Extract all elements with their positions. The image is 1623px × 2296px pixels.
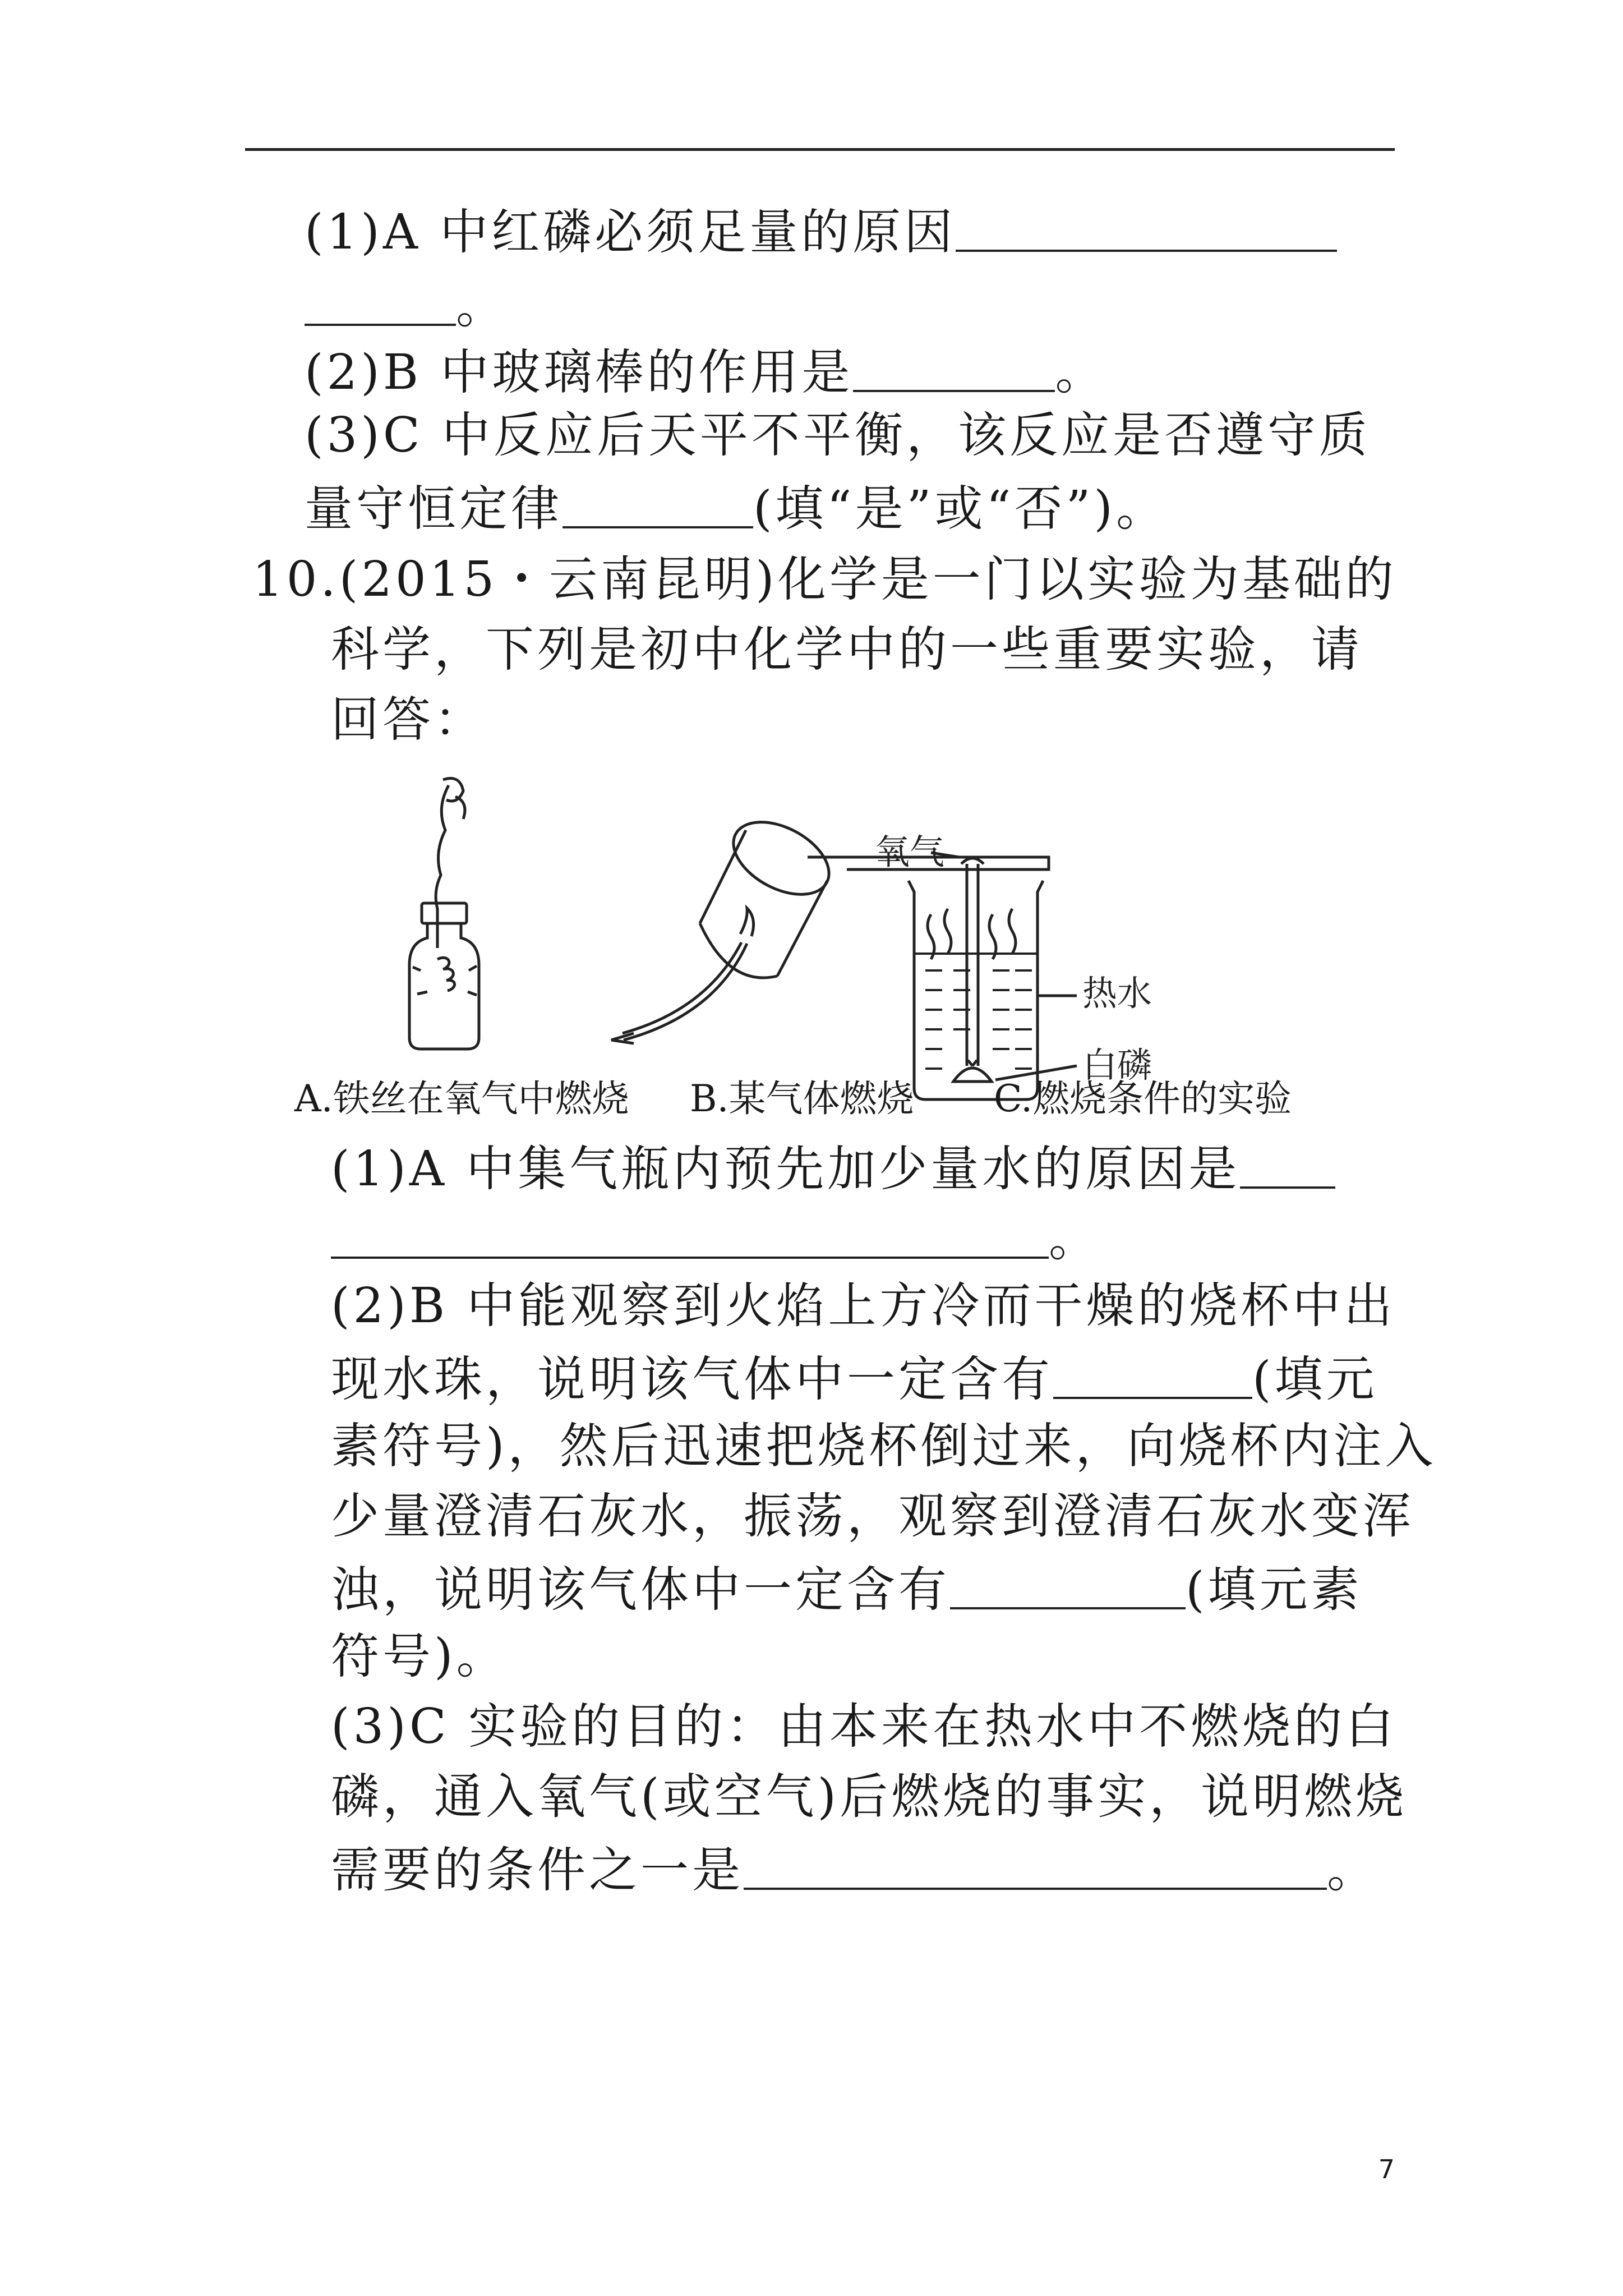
q10-stem-line1: 10.(2015・云南昆明)化学是一门以实验为基础的 (252, 551, 1397, 608)
period: 。 (456, 278, 508, 334)
q10-answer-blank-3[interactable] (950, 1562, 1186, 1609)
q10-part2-hint: (填元 (1252, 1351, 1378, 1407)
q10-part3-line3 (331, 1842, 1378, 1898)
q10-part2-hint-2: (填元素 (1186, 1562, 1363, 1618)
q10-answer-blank-4[interactable] (744, 1843, 1327, 1890)
q10-part1-text: (1)A 中集气瓶内预先加少量水的原因是 (331, 1141, 1241, 1197)
q10-part2-line5 (331, 1562, 1363, 1618)
header-rule (245, 148, 1395, 151)
q9-part3-line1: (3)C 中反应后天平不平衡，该反应是否遵守质 (305, 407, 1371, 463)
q9-part3-line2 (305, 481, 1168, 537)
q9-answer-blank-1[interactable] (956, 205, 1337, 252)
q9-part3-text: 量守恒定律 (305, 481, 562, 537)
q10-part2-line3: 素符号)，然后迅速把烧杯倒过来，向烧杯内注入 (331, 1418, 1437, 1474)
q9-part2-text: (2)B 中玻璃棒的作用是 (305, 344, 854, 401)
combustion-condition-apparatus (808, 853, 1077, 1099)
caption-a: A.铁丝在氧气中燃烧 (294, 1077, 629, 1120)
period: 。 (1055, 344, 1107, 401)
q10-part2-text: 现水珠，说明该气体中一定含有 (331, 1351, 1053, 1407)
q10-stem-line2: 科学，下列是初中化学中的一些重要实验，请 (331, 622, 1363, 678)
label-white-phosphorus: 白磷 (1082, 1045, 1152, 1085)
caption-c: C.燃烧条件的实验 (994, 1077, 1292, 1120)
q10-part2-text-2: 浊，说明该气体中一定含有 (331, 1562, 950, 1618)
q10-answer-blank-2[interactable] (1053, 1352, 1252, 1399)
q10-part2-line6: 符号)。 (331, 1628, 508, 1685)
q10-answer-blank-1[interactable] (1240, 1142, 1335, 1189)
period: 。 (1327, 1842, 1378, 1898)
q9-part1-text: (1)A 中红磷必须足量的原因 (305, 204, 956, 260)
label-hot-water: 热水 (1082, 973, 1152, 1014)
q9-answer-blank-2[interactable] (853, 345, 1055, 392)
caption-b: B.某气体燃烧 (690, 1077, 914, 1120)
q10-stem-line3: 回答： (331, 692, 486, 748)
q9-answer-blank-3[interactable] (562, 481, 753, 528)
q10-answer-blank-1-cont[interactable] (331, 1212, 1049, 1259)
q10-part2-line2 (331, 1351, 1378, 1407)
q10-part2-line4: 少量澄清石灰水，振荡，观察到澄清石灰水变浑 (331, 1488, 1414, 1544)
q10-part3-text: 需要的条件之一是 (331, 1842, 744, 1898)
page-number: 7 (1378, 2154, 1395, 2184)
q10-part1-line2 (331, 1211, 1100, 1267)
q10-part1-line1 (331, 1141, 1335, 1197)
q9-part1-cont (305, 278, 508, 334)
q9-answer-blank-1-cont[interactable] (305, 279, 456, 326)
gas-combustion-apparatus (611, 807, 841, 1043)
period: 。 (1049, 1211, 1100, 1267)
q10-part3-line1: (3)C 实验的目的：由本来在热水中不燃烧的白 (331, 1699, 1397, 1755)
q9-part1 (305, 204, 1337, 260)
iron-wire-apparatus (409, 779, 479, 1050)
q9-part2 (305, 344, 1107, 401)
q10-part3-line2: 磷，通入氧气(或空气)后燃烧的事实，说明燃烧 (331, 1769, 1408, 1825)
q10-part2-line1: (2)B 中能观察到火焰上方冷而干燥的烧杯中出 (331, 1278, 1396, 1334)
label-oxygen: 氧气 (875, 831, 945, 872)
q9-part3-hint: (填“是”或“否”)。 (753, 481, 1168, 537)
